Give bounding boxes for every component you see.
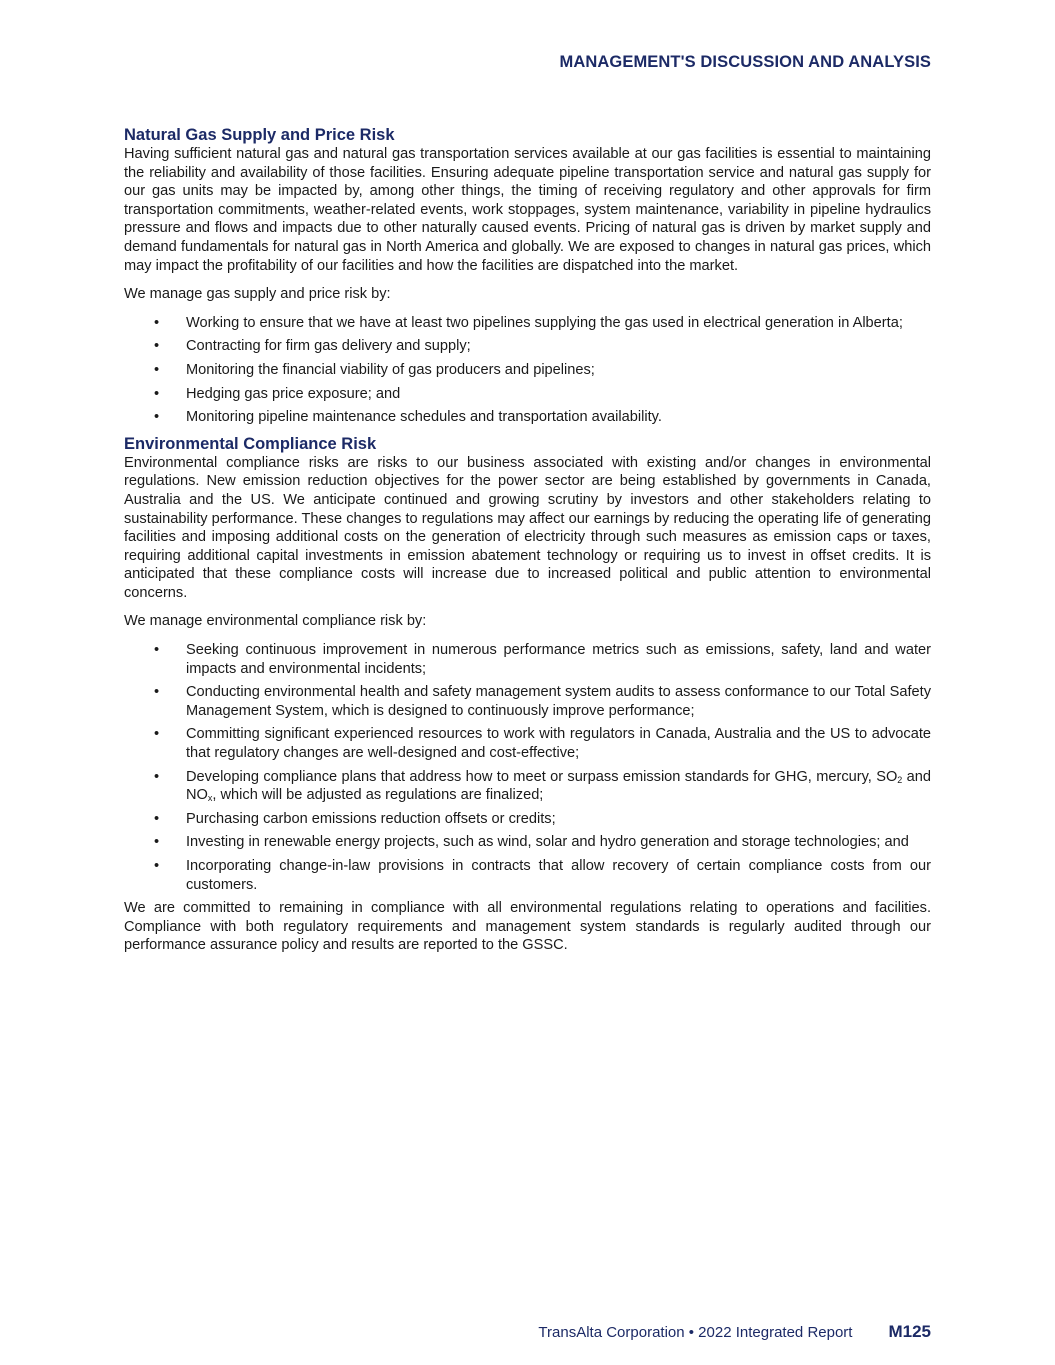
list-item-text: Seeking continuous improvement in numerous performance metrics such as emissions, safety, land and water impacts and environmental incidents; — [186, 642, 931, 677]
text-part: , which will be adjusted as regulations are finalized; — [212, 787, 544, 804]
list-item-text: Hedging gas price exposure; and — [186, 385, 401, 402]
list-item-text: Working to ensure that we have at least two pipelines supplying the gas used in electrical generation in Alberta; — [186, 314, 903, 331]
list-item — [124, 361, 931, 380]
list-item-text — [186, 769, 931, 804]
list-item-text: Purchasing carbon emissions reduction offsets or credits; — [186, 810, 556, 827]
list-item-text: Monitoring pipeline maintenance schedules and transportation availability. — [186, 409, 662, 426]
bullet-icon: • — [154, 385, 160, 402]
list-item — [124, 385, 931, 404]
bullet-icon: • — [154, 642, 160, 659]
bullet-icon: • — [154, 338, 160, 355]
bullet-icon: • — [154, 768, 160, 785]
list-item — [124, 833, 931, 852]
bullet-icon: • — [154, 361, 160, 378]
list-item-text: Investing in renewable energy projects, such as wind, solar and hydro generation and storage technologies; and — [186, 834, 909, 851]
section-heading-gas-supply: Natural Gas Supply and Price Risk — [124, 126, 395, 144]
bullet-icon: • — [154, 810, 160, 827]
text-part: Developing compliance plans that address how to meet or surpass emission standards for GHG, mercury, SO — [186, 768, 898, 785]
list-item — [124, 337, 931, 356]
list-item-text: Committing significant experienced resources to work with regulators in Canada, Australia and the US to advocate that regulatory changes are well-designed and cost-effective; — [186, 726, 931, 762]
list-item — [124, 314, 931, 333]
subscript: 2 — [897, 774, 903, 785]
list-item — [124, 857, 931, 894]
footer-report-name: TransAlta Corporation • 2022 Integrated Report — [538, 1324, 853, 1341]
page-number: M125 — [888, 1322, 931, 1341]
bullet-list-gas-supply — [124, 314, 931, 427]
section-paragraph: Having sufficient natural gas and natural gas transportation services available at our gas facilities is essential to maintaining the reliability and availability of those facilities. Ensuring adequate pipeline transportation service and natural gas supply for our gas units may be impacted by, among other things, the timing of receiving regulatory and other approvals for firm transportation commitments, weather-related events, work stoppages, system maintenance, variability in pipeline hydraulics pressure and flows and impacts due to other naturally caused events. Pricing of natural gas is driven by market supply and demand fundamentals for natural gas in North America and globally. We are exposed to changes in natural gas prices, which may impact the profitability of our facilities and how the facilities are dispatched into the market. — [124, 146, 931, 274]
list-item-text: Monitoring the financial viability of gas producers and pipelines; — [186, 361, 595, 378]
list-item-text: Conducting environmental health and safety management system audits to assess conformance to our Total Safety Management System, which is designed to continuously improve performance; — [186, 684, 931, 719]
subscript: x — [207, 793, 213, 804]
bullet-icon: • — [154, 726, 160, 743]
list-item-text: Contracting for firm gas delivery and supply; — [186, 338, 471, 355]
list-intro: We manage gas supply and price risk by: — [124, 286, 391, 303]
list-item — [124, 768, 931, 805]
bullet-icon: • — [154, 684, 160, 701]
list-intro: We manage environmental compliance risk by: — [124, 613, 427, 630]
bullet-icon: • — [154, 314, 160, 331]
bullet-list-environmental — [124, 641, 931, 894]
page-footer — [538, 1322, 931, 1342]
list-item — [124, 810, 931, 829]
section-heading-environmental: Environmental Compliance Risk — [124, 434, 377, 453]
text-part: and NO — [186, 768, 932, 804]
list-item — [124, 725, 931, 762]
section-paragraph: Environmental compliance risks are risks to our business associated with existing and/or changes in environmental regulations. New emission reduction objectives for the power sector are being established by governments in Canada, Australia and the US. We anticipate continued and growing scrutiny by investors and other stakeholders relating to sustainability performance. These changes to regulations may affect our earnings by reducing the operating life of generating facilities and imposing additional costs on the generation of electricity through such measures as emission caps or taxes, requiring additional capital investments in emission abatement technology or requiring us to invest in offset credits. It is anticipated that these compliance costs will increase due to increased political and public attention to environmental concerns. — [124, 454, 931, 601]
list-item — [124, 408, 931, 427]
bullet-icon: • — [154, 858, 160, 874]
list-item-text: Incorporating change-in-law provisions in contracts that allow recovery of certain compliance costs from our customers. — [186, 858, 931, 893]
page-header-title: MANAGEMENT'S DISCUSSION AND ANALYSIS — [559, 53, 931, 71]
bullet-icon: • — [154, 409, 160, 426]
closing-paragraph: We are committed to remaining in compliance with all environmental regulations relating to operations and facilities. Compliance with both regulatory requirements and management system standards is regularly audited through our performance assurance policy and results are reported to the GSSC. — [124, 900, 931, 954]
bullet-icon: • — [154, 834, 160, 851]
list-item — [124, 683, 931, 720]
document-body — [124, 125, 931, 955]
list-item — [124, 641, 931, 678]
